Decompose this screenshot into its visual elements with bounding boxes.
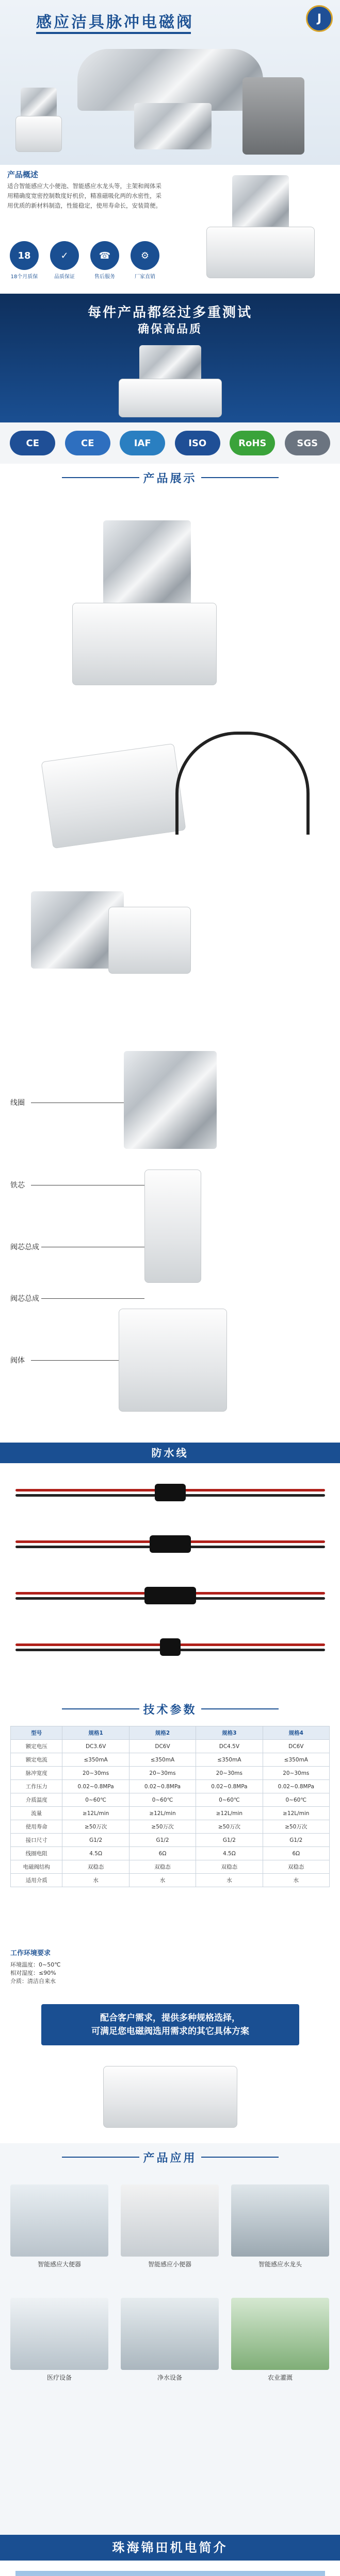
app-tile [231, 2184, 329, 2257]
spec-param-value: G1/2 [62, 1834, 129, 1847]
cert-logo: CE [65, 431, 110, 455]
diagram-body-image [119, 1309, 227, 1412]
spec-param-value: 20~30ms [196, 1767, 263, 1780]
app-tile [10, 2298, 108, 2370]
app-tile [121, 2298, 219, 2370]
hero-title: 感应洁具脉冲电磁阀 [36, 13, 194, 31]
spec-param-value: 20~30ms [62, 1767, 129, 1780]
spec-param-value: ≥50万次 [196, 1820, 263, 1834]
spec-param-value: 双稳态 [263, 1860, 329, 1874]
display-heading: 产品展示 [0, 464, 340, 489]
waterproof-cable [0, 1443, 340, 1695]
spec-param-name: 介质温度 [11, 1793, 62, 1807]
cert-logo: SGS [285, 431, 330, 455]
spec-param-value: 双稳态 [62, 1860, 129, 1874]
spec-param-value: 4.5Ω [196, 1847, 263, 1860]
brand-logo: J [306, 5, 333, 32]
callout-core: 铁芯 [10, 1181, 25, 1190]
display-side-image [41, 743, 186, 849]
spec-row [11, 1807, 330, 1820]
spec-param-name: 适用介质 [11, 1874, 62, 1887]
spec-param-value: ≥12L/min [129, 1807, 196, 1820]
spec-param-value: 0.02~0.8MPa [263, 1780, 329, 1793]
spec-param-value: 20~30ms [129, 1767, 196, 1780]
spec-param-name: 接口尺寸 [11, 1834, 62, 1847]
test-solenoid-body-image [119, 379, 222, 417]
badge-service: ☎ 售后服务 [88, 241, 122, 280]
test-title: 每件产品都经过多重测试 [87, 305, 252, 320]
overview-label: 产品概述 [7, 170, 39, 179]
badge-quality: ✓ 品质保证 [47, 241, 82, 280]
spec-param-name: 额定电流 [11, 1753, 62, 1767]
display-angle-body-image [108, 907, 191, 974]
spec-param-name: 工作压力 [11, 1780, 62, 1793]
product-display [0, 464, 340, 1020]
app-tile [121, 2184, 219, 2257]
badge-factory: ⚙ 厂家直销 [128, 241, 162, 280]
spec-row [11, 1847, 330, 1860]
spec-param-name: 脉冲宽度 [11, 1767, 62, 1780]
waterproof-heading: 防水线 [0, 1443, 340, 1463]
app-tile [231, 2298, 329, 2370]
cert-logo: ISO [175, 431, 220, 455]
feature-badges [7, 241, 162, 280]
spec-param-value: 水 [196, 1874, 263, 1887]
spec-param-value: 0~60℃ [263, 1793, 329, 1807]
spec-table [10, 1726, 330, 1887]
spec-param-value: 0~60℃ [62, 1793, 129, 1807]
test-subtitle: 确保高品质 [137, 323, 202, 336]
spec-param-value: ≤350mA [129, 1753, 196, 1767]
overview-text: 适合智能感应大小便池、智能感应水龙头等，主架和阀体采用精确度宽密控制数度好机价，精准磁吸化两的水密性，采用优质的新材料制造，性能稳定，使用寿命长，安装简便。 [7, 182, 161, 209]
spec-param-value: ≤350mA [62, 1753, 129, 1767]
solenoid-coil-image [21, 88, 57, 118]
connector-icon [160, 1638, 181, 1656]
spec-param-value: ≤350mA [263, 1753, 329, 1767]
spec-param-value: ≥12L/min [263, 1807, 329, 1820]
faucet-base-image [134, 103, 212, 149]
callout-valve-body: 阀体 [10, 1357, 25, 1365]
spec-param-value: G1/2 [263, 1834, 329, 1847]
spec-param-value: 0.02~0.8MPa [196, 1780, 263, 1793]
tech-specs [0, 1695, 340, 2143]
spec-header-row: 型号 规格1 规格2 规格3 规格4 [11, 1726, 330, 1740]
apps-heading: 产品应用 [0, 2143, 340, 2169]
app-tile [10, 2184, 108, 2257]
spec-param-value: G1/2 [196, 1834, 263, 1847]
spec-param-value: DC6V [263, 1740, 329, 1753]
app-caption: 智能感应大便器 [37, 2261, 81, 2268]
callout-coil: 线圈 [10, 1099, 25, 1107]
company-heading: 珠海锦田机电简介 [0, 2535, 340, 2561]
connector-icon [144, 1587, 196, 1604]
connector-icon [155, 1484, 186, 1501]
display-coil-image [103, 520, 191, 608]
spec-row [11, 1793, 330, 1807]
spec-param-value: ≤350mA [196, 1753, 263, 1767]
spec-param-value: 20~30ms [263, 1767, 329, 1780]
spec-row [11, 1874, 330, 1887]
solenoid-body-image [15, 116, 62, 152]
cert-logo: CE [10, 431, 55, 455]
hero-banner [0, 0, 340, 165]
display-body-image [72, 603, 217, 685]
spec-param-value: 水 [129, 1874, 196, 1887]
app-caption: 智能感应小便器 [148, 2261, 191, 2268]
spec-param-value: 0~60℃ [129, 1793, 196, 1807]
specs-heading: 技术参数 [0, 1695, 340, 1721]
spec-param-value: 0~60℃ [196, 1793, 263, 1807]
spec-param-value: DC3.6V [62, 1740, 129, 1753]
spec-param-name: 流量 [11, 1807, 62, 1820]
intro-solenoid-image [191, 175, 330, 283]
spec-param-value: 双稳态 [196, 1860, 263, 1874]
env-requirements: 工作环境要求 环境温度：0~50℃ 相对湿度：≤90% 介质：清洁自来水 [10, 1950, 61, 1985]
spec-param-name: 电磁阀结构 [11, 1860, 62, 1874]
control-box-image [242, 77, 304, 155]
callout-valve-core-1: 阀芯总成 [10, 1243, 39, 1251]
app-caption: 农业灌溉 [267, 2374, 293, 2381]
app-caption: 智能感应水龙头 [258, 2261, 302, 2268]
spec-row [11, 1820, 330, 1834]
spec-param-value: ≥50万次 [129, 1820, 196, 1834]
spec-param-value: 水 [263, 1874, 329, 1887]
spec-param-value: G1/2 [129, 1834, 196, 1847]
spec-row [11, 1740, 330, 1753]
spec-param-name: 线圈电阻 [11, 1847, 62, 1860]
test-banner [0, 294, 340, 422]
spec-param-value: ≥50万次 [263, 1820, 329, 1834]
product-overview [0, 165, 340, 294]
test-solenoid-image [139, 345, 201, 381]
certifications [0, 422, 340, 464]
display-cable-image [175, 732, 310, 835]
diagram-core-image [144, 1170, 201, 1283]
callout-valve-core-2: 阀芯总成 [10, 1295, 39, 1303]
spec-param-name: 使用寿命 [11, 1820, 62, 1834]
spec-param-value: DC6V [129, 1740, 196, 1753]
app-caption: 净水设备 [157, 2374, 182, 2381]
cert-logo: IAF [120, 431, 165, 455]
app-caption: 医疗设备 [46, 2374, 72, 2381]
connector-icon [150, 1535, 191, 1553]
badge-warranty: 18 18个月质保 [7, 241, 41, 280]
company-profile [0, 2535, 340, 2576]
spec-row [11, 1753, 330, 1767]
spec-product-image [103, 2066, 237, 2128]
cert-logo: RoHS [230, 431, 275, 455]
spec-param-value: 0.02~0.8MPa [129, 1780, 196, 1793]
applications [0, 2143, 340, 2535]
spec-row [11, 1834, 330, 1847]
faucet-image [77, 49, 263, 111]
spec-param-value: 4.5Ω [62, 1847, 129, 1860]
company-building-image [15, 2571, 325, 2576]
diagram-coil-image [124, 1051, 217, 1149]
hero-title-underline [36, 32, 191, 34]
spec-param-value: 双稳态 [129, 1860, 196, 1874]
spec-param-name: 额定电压 [11, 1740, 62, 1753]
spec-row [11, 1767, 330, 1780]
spec-param-value: 6Ω [129, 1847, 196, 1860]
spec-param-value: 0.02~0.8MPa [62, 1780, 129, 1793]
spec-param-value: 6Ω [263, 1847, 329, 1860]
structure-diagram [0, 1020, 340, 1443]
spec-row [11, 1780, 330, 1793]
spec-param-value: 水 [62, 1874, 129, 1887]
spec-param-value: ≥12L/min [62, 1807, 129, 1820]
spec-param-value: ≥50万次 [62, 1820, 129, 1834]
spec-row [11, 1860, 330, 1874]
custom-note-banner: 配合客户需求，提供多种规格选择， 可满足您电磁阀选用需求的其它具体方案 [41, 2004, 299, 2045]
spec-param-value: DC4.5V [196, 1740, 263, 1753]
spec-param-value: ≥12L/min [196, 1807, 263, 1820]
